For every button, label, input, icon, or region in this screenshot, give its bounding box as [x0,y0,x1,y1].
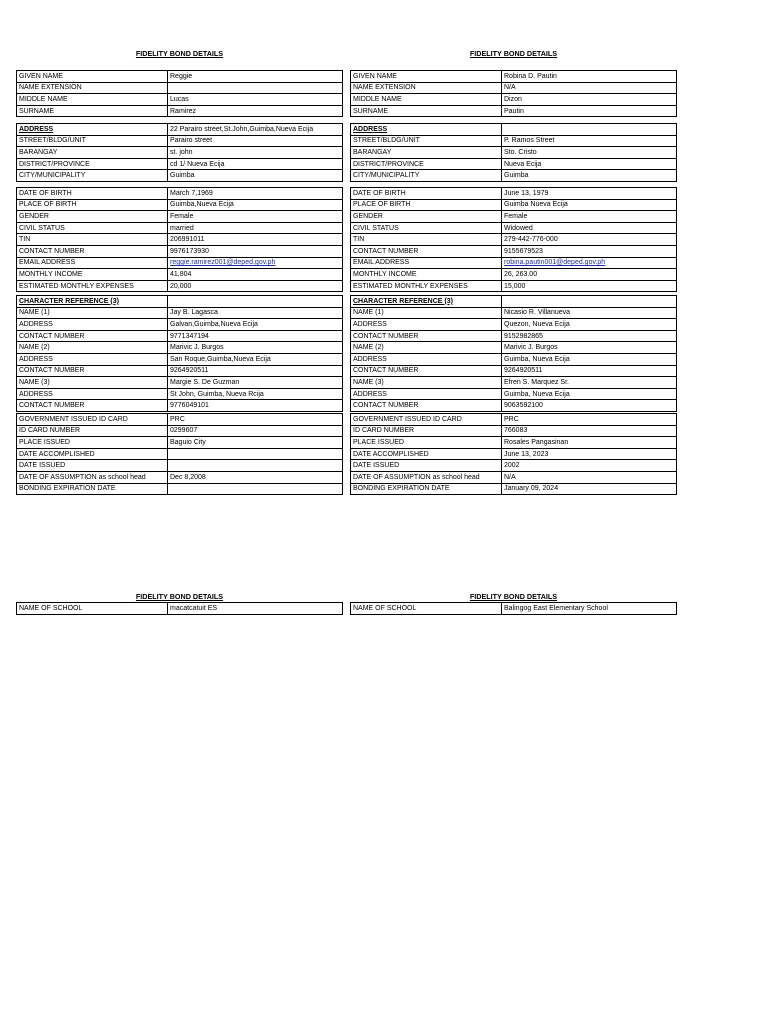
field-value: Guimba, Nueva Ecija [502,353,677,365]
table-row [17,319,343,331]
table-row [351,170,677,182]
table-row [351,437,677,449]
field-label: ESTIMATED MONTHLY EXPENSES [17,280,168,292]
field-value: 9771347194 [168,330,343,342]
field-value: PRC [168,414,343,426]
field-value: Guimba [502,170,677,182]
table-row [17,296,343,308]
field-value: Parairo street [168,135,343,147]
field-label: ADDRESS [351,124,502,136]
field-label: GIVEN NAME [351,71,502,83]
table-row [17,307,343,319]
field-value: 206991011 [168,234,343,246]
table-row [17,170,343,182]
table-row [17,377,343,389]
field-label: CIVIL STATUS [351,222,502,234]
table-row [17,330,343,342]
field-value: st. john [168,147,343,159]
field-label: NAME OF SCHOOL [17,603,168,615]
table-row [17,158,343,170]
form-title: FIDELITY BOND DETAILS [135,49,224,58]
table-row [17,257,343,269]
table-row [17,124,343,136]
field-value: Nicasio R. Villanueva [502,307,677,319]
field-label: NAME (3) [351,377,502,389]
field-value: Guimba, Nueva Ecija [502,388,677,400]
field-label: NAME (1) [17,307,168,319]
field-value [168,82,343,94]
field-value: St John, Guimba, Nueva Rcija [168,388,343,400]
field-label: PLACE OF BIRTH [351,199,502,211]
field-label: BARANGAY [351,147,502,159]
field-value: 9264920511 [502,365,677,377]
field-value: Female [502,211,677,223]
field-value: 9264920511 [168,365,343,377]
table-row [17,234,343,246]
table-row [351,124,677,136]
table-row [351,319,677,331]
character-reference-section [350,295,677,412]
field-value: Lucas [168,94,343,106]
field-value: Pautin [502,105,677,117]
field-value: 279-442-776-000 [502,234,677,246]
field-value: Jay B. Lagasca [168,307,343,319]
field-value: Marivic J. Burgos [502,342,677,354]
field-value: 2002 [502,460,677,472]
field-value [168,460,343,472]
field-value: Margie S. De Guzman [168,377,343,389]
table-row [351,211,677,223]
field-label: MONTHLY INCOME [351,269,502,281]
table-row [17,188,343,200]
field-value: 41,804 [168,269,343,281]
table-row [351,257,677,269]
field-value: 20,000 [168,280,343,292]
table-row [351,245,677,257]
table-row [351,199,677,211]
field-value: 9063592100 [502,400,677,412]
table-row [17,94,343,106]
field-value: Guimba,Nueva Ecija [168,199,343,211]
field-value: Quezon, Nueva Ecija [502,319,677,331]
field-value: Marivic J. Burgos [168,342,343,354]
table-row [351,135,677,147]
field-value: macatcatuit ES [168,603,343,615]
field-label: CONTACT NUMBER [351,330,502,342]
field-label: ADDRESS [17,353,168,365]
field-label: CONTACT NUMBER [17,330,168,342]
field-label: GOVERNMENT ISSUED ID CARD [351,414,502,426]
table-row [351,388,677,400]
field-label: BARANGAY [17,147,168,159]
table-row [17,222,343,234]
table-row [17,425,343,437]
field-label: SURNAME [351,105,502,117]
field-value: PRC [502,414,677,426]
table-row [351,269,677,281]
table-row [351,82,677,94]
field-label: NAME (2) [17,342,168,354]
table-row [351,400,677,412]
field-value [502,124,677,136]
field-label: DATE OF ASSUMPTION as school head [351,471,502,483]
table-row [17,82,343,94]
field-label: PLACE ISSUED [351,437,502,449]
table-row [17,353,343,365]
table-row [351,234,677,246]
field-label: CONTACT NUMBER [351,400,502,412]
field-value: 26, 263.00 [502,269,677,281]
table-row [351,307,677,319]
field-label: CITY/MUNICIPALITY [351,170,502,182]
field-label: ID CARD NUMBER [351,425,502,437]
field-label: NAME OF SCHOOL [351,603,502,615]
table-row [351,448,677,460]
field-label: CONTACT NUMBER [17,400,168,412]
field-value: Female [168,211,343,223]
field-value: Balingog East Elementary School [502,603,677,615]
field-label: ADDRESS [17,388,168,400]
field-label: GIVEN NAME [17,71,168,83]
field-label: GENDER [351,211,502,223]
field-value: Dizon [502,94,677,106]
field-value: 22 Parairo street,St.John,Guimba,Nueva Ecija [168,124,343,136]
field-label: DATE ISSUED [351,460,502,472]
field-label: ADDRESS [17,124,168,136]
table-row [17,71,343,83]
field-label: DATE OF ASSUMPTION as school head [17,471,168,483]
field-value: 9155679523 [502,245,677,257]
field-value: San Roque,Guimba,Nueva Ecija [168,353,343,365]
field-label: CITY/MUNICIPALITY [17,170,168,182]
table-row [351,603,677,615]
field-label: BONDING EXPIRATION DATE [17,483,168,495]
field-value: 15,000 [502,280,677,292]
field-label: DATE OF BIRTH [351,188,502,200]
field-value: Guimba [168,170,343,182]
field-label: MIDDLE NAME [351,94,502,106]
field-value: married [168,222,343,234]
table-row [17,414,343,426]
form-title-second: FIDELITY BOND DETAILS [135,592,224,601]
field-value [168,483,343,495]
email-link[interactable]: reggie.ramirez001@deped.gov.ph [168,257,343,269]
field-label: NAME (1) [351,307,502,319]
field-label: CONTACT NUMBER [17,245,168,257]
field-label: ADDRESS [351,353,502,365]
field-label: TIN [17,234,168,246]
table-row [351,353,677,365]
table-row [351,296,677,308]
address-section [16,123,343,182]
field-value: Sto. Cristo [502,147,677,159]
field-label: EMAIL ADDRESS [351,257,502,269]
field-value: P. Ramos Street [502,135,677,147]
field-label: ADDRESS [351,388,502,400]
field-value: June 13, 1979 [502,188,677,200]
field-label: NAME (2) [351,342,502,354]
table-row [17,105,343,117]
table-row [351,71,677,83]
field-value: January 09, 2024 [502,483,677,495]
field-label: DATE OF BIRTH [17,188,168,200]
field-value: Rosales Pangasinan [502,437,677,449]
field-value: Nueva Ecija [502,158,677,170]
table-row [17,471,343,483]
table-row [351,94,677,106]
field-label: CONTACT NUMBER [351,365,502,377]
field-value [502,296,677,308]
table-row [351,483,677,495]
table-row [17,245,343,257]
field-value: 9152982865 [502,330,677,342]
table-row [351,147,677,159]
table-row [351,365,677,377]
government-id-section [16,413,343,495]
field-value: Efren S. Marquez Sr. [502,377,677,389]
field-label: PLACE OF BIRTH [17,199,168,211]
field-value: 9976173930 [168,245,343,257]
field-label: SURNAME [17,105,168,117]
personal-name-section [16,70,343,117]
field-label: STREET/BLDG/UNIT [17,135,168,147]
table-row [17,211,343,223]
field-value: Guimba Nueva Ecija [502,199,677,211]
personal-name-section [350,70,677,117]
form-title-second: FIDELITY BOND DETAILS [469,592,558,601]
personal-info-section [16,187,343,292]
table-row [351,330,677,342]
table-row [17,448,343,460]
field-label: GOVERNMENT ISSUED ID CARD [17,414,168,426]
table-row [17,280,343,292]
field-value: Widowed [502,222,677,234]
field-label: MIDDLE NAME [17,94,168,106]
email-link[interactable]: robina.pautin001@deped.gov.ph [502,257,677,269]
field-label: PLACE ISSUED [17,437,168,449]
field-label: CIVIL STATUS [17,222,168,234]
table-row [17,400,343,412]
table-row [351,471,677,483]
field-value: cd 1/ Nueva Ecija [168,158,343,170]
personal-info-section [350,187,677,292]
table-row [351,222,677,234]
field-value: Galvan,Guimba,Nueva Ecija [168,319,343,331]
table-row [17,135,343,147]
field-value: Robina D. Pautin [502,71,677,83]
field-value: N/A [502,82,677,94]
field-label: CHARACTER REFERENCE (3) [17,296,168,308]
form-title: FIDELITY BOND DETAILS [469,49,558,58]
field-label: STREET/BLDG/UNIT [351,135,502,147]
field-label: DATE ACCOMPLISHED [351,448,502,460]
field-value [168,296,343,308]
table-row [17,437,343,449]
table-row [351,158,677,170]
field-label: NAME EXTENSION [351,82,502,94]
field-value: Baguio City [168,437,343,449]
table-row [17,603,343,615]
field-label: ESTIMATED MONTHLY EXPENSES [351,280,502,292]
table-row [351,188,677,200]
field-value: Reggie [168,71,343,83]
table-row [351,105,677,117]
field-label: CHARACTER REFERENCE (3) [351,296,502,308]
field-value: 9776049101 [168,400,343,412]
table-row [351,377,677,389]
school-section [16,602,343,615]
field-label: DATE ISSUED [17,460,168,472]
table-row [351,342,677,354]
school-section [350,602,677,615]
field-value [168,448,343,460]
table-row [17,147,343,159]
field-value: June 13, 2023 [502,448,677,460]
table-row [17,342,343,354]
character-reference-section [16,295,343,412]
table-row [351,460,677,472]
field-label: MONTHLY INCOME [17,269,168,281]
field-value: N/A [502,471,677,483]
field-value: 766083 [502,425,677,437]
field-label: DISTRICT/PROVINCE [17,158,168,170]
table-row [17,483,343,495]
field-label: NAME (3) [17,377,168,389]
table-row [17,365,343,377]
field-label: EMAIL ADDRESS [17,257,168,269]
field-label: TIN [351,234,502,246]
table-row [17,199,343,211]
government-id-section [350,413,677,495]
field-label: GENDER [17,211,168,223]
field-label: ADDRESS [17,319,168,331]
field-label: DATE ACCOMPLISHED [17,448,168,460]
table-row [17,460,343,472]
field-label: BONDING EXPIRATION DATE [351,483,502,495]
field-value: March 7,1969 [168,188,343,200]
table-row [351,280,677,292]
field-value: Dec 8,2008 [168,471,343,483]
field-label: DISTRICT/PROVINCE [351,158,502,170]
field-label: NAME EXTENSION [17,82,168,94]
field-label: ADDRESS [351,319,502,331]
table-row [17,269,343,281]
field-value: 0299607 [168,425,343,437]
field-value: Ramirez [168,105,343,117]
table-row [351,425,677,437]
table-row [351,414,677,426]
table-row [17,388,343,400]
field-label: CONTACT NUMBER [351,245,502,257]
address-section [350,123,677,182]
field-label: CONTACT NUMBER [17,365,168,377]
field-label: ID CARD NUMBER [17,425,168,437]
